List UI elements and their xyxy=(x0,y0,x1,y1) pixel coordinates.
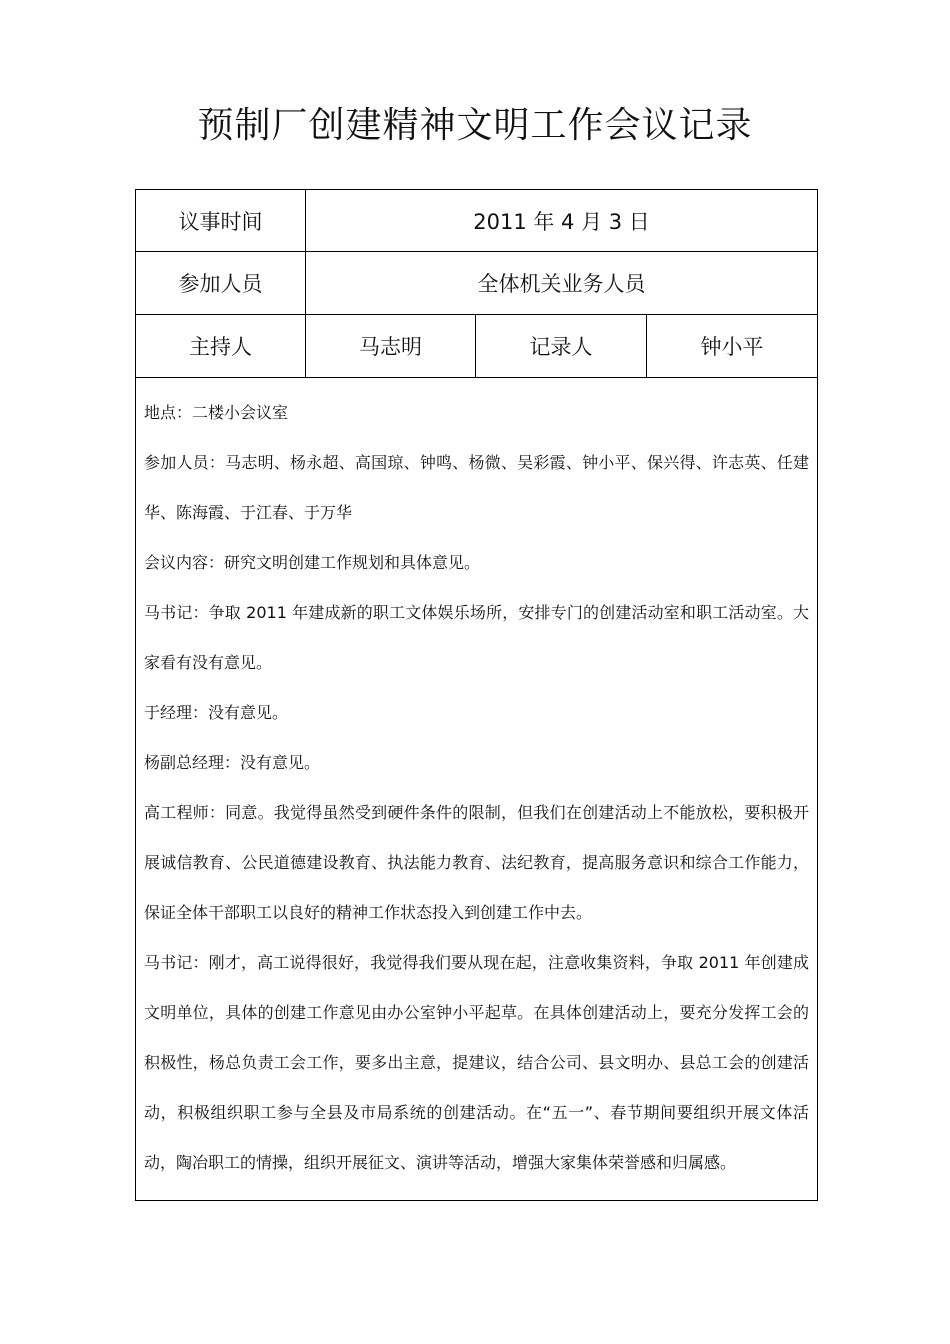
document-title: 预制厂创建精神文明工作会议记录 xyxy=(197,105,753,146)
time-label: 议事时间 xyxy=(136,190,306,252)
time-row xyxy=(136,190,818,252)
attendees-row xyxy=(136,252,818,315)
minutes-location: 地点：二楼小会议室 xyxy=(144,403,289,422)
minutes-cell xyxy=(136,378,818,1201)
host-value: 马志明 xyxy=(306,315,476,378)
minutes-statement: 高工程师：同意。我觉得虽然受到硬件条件的限制，但我们在创建活动上不能放松，要积极开展诚信教育、公民道德建设教育、执法能力教育、法纪教育，提高服务意识和综合工作能力，保证全体干部职工以良好的精神工作状态投入到创建工作中去。 xyxy=(144,803,810,922)
minutes-attendees: 参加人员：马志明、杨永超、高国琼、钟鸣、杨微、吴彩霞、钟小平、保兴得、许志英、任建华、陈海霞、于江春、于万华 xyxy=(144,453,810,522)
recorder-label: 记录人 xyxy=(476,315,647,378)
minutes-statement: 马书记：刚才，高工说得很好，我觉得我们要从现在起，注意收集资料，争取 2011 年创建成文明单位，具体的创建工作意见由办公室钟小平起草。在具体创建活动上，要充分发挥工会的积极性，杨总负责工会工作，要多出主意，提建议，结合公司、县文明办、县总工会的创建活动，积极组织职工参与全县及市局系统的创建活动。在“五一”、春节期间要组织开展文体活动，陶冶职工的情操，组织开展征文、演讲等活动，增强大家集体荣誉感和归属感。 xyxy=(144,953,810,1172)
attendees-value: 全体机关业务人员 xyxy=(306,252,818,315)
host-label: 主持人 xyxy=(136,315,306,378)
attendees-label: 参加人员 xyxy=(136,252,306,315)
minutes-agenda: 会议内容：研究文明创建工作规划和具体意见。 xyxy=(144,553,481,572)
minutes-row xyxy=(136,378,818,1201)
minutes-statement: 马书记：争取 2011 年建成新的职工文体娱乐场所，安排专门的创建活动室和职工活动室。大家看有没有意见。 xyxy=(144,603,810,672)
minutes-body xyxy=(136,378,817,1188)
time-value: 2011 年 4 月 3 日 xyxy=(306,190,818,252)
minutes-statement: 杨副总经理：没有意见。 xyxy=(144,753,321,772)
meeting-record-table xyxy=(135,189,818,1201)
host-recorder-row xyxy=(136,315,818,378)
recorder-value: 钟小平 xyxy=(647,315,818,378)
minutes-statement: 于经理：没有意见。 xyxy=(144,703,289,722)
